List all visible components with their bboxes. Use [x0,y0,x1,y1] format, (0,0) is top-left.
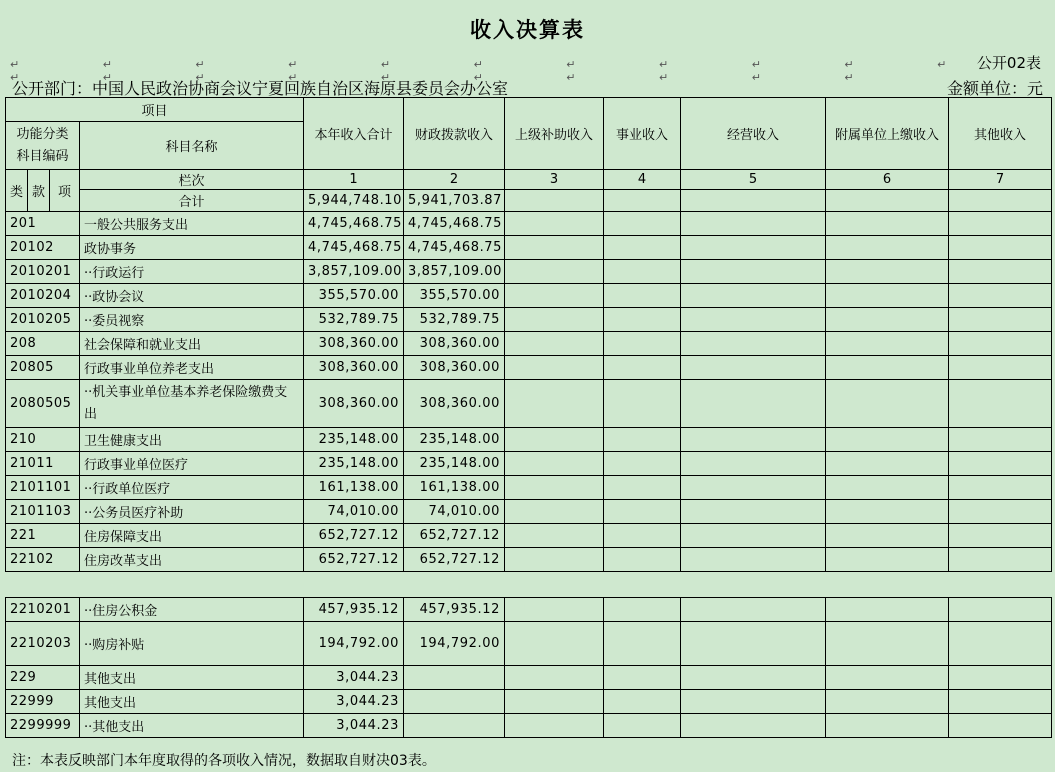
amount-unit-label: 金额单位：元 [946,79,1043,98]
subject-code: 2299999 [6,714,80,738]
amount-total: 4,745,468.75 [304,236,404,260]
header-other: 其他收入 [949,98,1052,170]
table-row [6,236,1052,260]
empty-cell [949,524,1052,548]
amount-total: 355,570.00 [304,284,404,308]
empty-cell [505,476,604,500]
header-lanci: 栏次 [80,170,304,190]
empty-cell [604,622,681,666]
empty-cell [505,524,604,548]
subject-code: 2101103 [6,500,80,524]
empty-cell [826,598,949,622]
empty-cell [604,260,681,284]
amount-total: 3,044.23 [304,690,404,714]
empty-cell [604,212,681,236]
empty-cell [826,380,949,428]
total-fiscal: 5,941,703.87 [404,190,505,212]
amount-total: 308,360.00 [304,332,404,356]
amount-total: 3,044.23 [304,666,404,690]
subject-code: 2010204 [6,284,80,308]
empty-cell [826,260,949,284]
empty-cell [681,476,826,500]
subject-name: 住房改革支出 [80,548,304,572]
empty-cell [681,284,826,308]
subject-name: 其他支出 [80,666,304,690]
empty-cell [681,236,826,260]
table-row [6,452,1052,476]
empty-cell [681,308,826,332]
empty-cell [826,284,949,308]
empty-cell [505,212,604,236]
empty-cell [505,356,604,380]
empty-cell [505,428,604,452]
empty-cell [826,714,949,738]
empty-cell [681,500,826,524]
empty-cell [604,500,681,524]
empty-cell [826,690,949,714]
empty-cell [505,500,604,524]
subject-code: 208 [6,332,80,356]
amount-fiscal: 161,138.00 [404,476,505,500]
empty-cell [604,428,681,452]
empty-cell [604,380,681,428]
empty-cell [949,260,1052,284]
subject-code: 201 [6,212,80,236]
empty-cell [949,500,1052,524]
subject-name: 住房保障支出 [80,524,304,548]
amount-fiscal: 308,360.00 [404,332,505,356]
empty-cell [826,236,949,260]
empty-cell [949,714,1052,738]
table-row [6,428,1052,452]
empty-cell [604,524,681,548]
col-number: 3 [505,170,604,190]
subject-name: 一般公共服务支出 [80,212,304,236]
subject-name: 卫生健康支出 [80,428,304,452]
empty-cell [604,714,681,738]
empty-cell [604,452,681,476]
page-title: 收入决算表 [470,18,585,42]
subject-name: ··公务员医疗补助 [80,500,304,524]
table-row [6,332,1052,356]
empty-cell [681,524,826,548]
empty-cell [604,476,681,500]
subject-code: 2080505 [6,380,80,428]
empty-cell [681,598,826,622]
amount-fiscal [404,690,505,714]
subject-code: 20102 [6,236,80,260]
empty-cell [949,452,1052,476]
subject-name: ··其他支出 [80,714,304,738]
empty-cell [826,332,949,356]
empty-cell [505,598,604,622]
empty-cell [604,598,681,622]
table-row [6,666,1052,690]
empty-cell [949,598,1052,622]
empty-cell [505,666,604,690]
amount-fiscal: 652,727.12 [404,524,505,548]
table-row [6,500,1052,524]
empty-cell [826,500,949,524]
empty-cell [826,190,949,212]
amount-fiscal: 3,857,109.00 [404,260,505,284]
amount-total: 4,745,468.75 [304,212,404,236]
empty-cell [505,236,604,260]
empty-cell [681,548,826,572]
subject-code: 229 [6,666,80,690]
income-table-bottom [5,597,1052,738]
col-number: 6 [826,170,949,190]
amount-fiscal: 308,360.00 [404,356,505,380]
empty-cell [505,260,604,284]
subject-code: 210 [6,428,80,452]
header-kuan: 款 [28,170,50,212]
table-row [6,476,1052,500]
subject-name: ··机关事业单位基本养老保险缴费支出 [80,380,304,428]
amount-total: 194,792.00 [304,622,404,666]
form-number: 公开02表 [976,54,1041,72]
table-row [6,356,1052,380]
header-total: 本年收入合计 [304,98,404,170]
header-func-class: 功能分类 科目编码 [6,122,80,170]
empty-cell [949,666,1052,690]
empty-cell [826,622,949,666]
empty-cell [505,690,604,714]
subject-code: 221 [6,524,80,548]
empty-cell [949,356,1052,380]
amount-fiscal: 652,727.12 [404,548,505,572]
empty-cell [604,666,681,690]
subject-code: 21011 [6,452,80,476]
header-business: 事业收入 [604,98,681,170]
amount-total: 161,138.00 [304,476,404,500]
amount-fiscal [404,666,505,690]
empty-cell [681,332,826,356]
empty-cell [949,428,1052,452]
empty-cell [505,548,604,572]
header-fiscal: 财政拨款收入 [404,98,505,170]
empty-cell [826,308,949,332]
empty-cell [826,524,949,548]
empty-cell [681,452,826,476]
empty-cell [949,284,1052,308]
col-number: 2 [404,170,505,190]
empty-cell [681,714,826,738]
amount-fiscal: 355,570.00 [404,284,505,308]
amount-total: 652,727.12 [304,548,404,572]
amount-total: 308,360.00 [304,380,404,428]
empty-cell [604,356,681,380]
table-row [6,308,1052,332]
amount-fiscal: 194,792.00 [404,622,505,666]
subject-code: 2101101 [6,476,80,500]
empty-cell [505,332,604,356]
empty-cell [604,548,681,572]
subject-name: 行政事业单位医疗 [80,452,304,476]
col-number: 4 [604,170,681,190]
subject-name: ··购房补贴 [80,622,304,666]
empty-cell [949,476,1052,500]
empty-cell [826,212,949,236]
subject-code: 22999 [6,690,80,714]
col-number: 1 [304,170,404,190]
subject-code: 2010205 [6,308,80,332]
department-label: 公开部门：中国人民政治协商会议宁夏回族自治区海原县委员会办公室 [12,79,509,98]
table-row [6,690,1052,714]
empty-cell [505,284,604,308]
footnote: 注：本表反映部门本年度取得的各项收入情况，数据取自财决03表。 [12,753,436,769]
empty-cell [949,690,1052,714]
table-row [6,524,1052,548]
table-row [6,260,1052,284]
amount-total: 3,044.23 [304,714,404,738]
income-table-top [5,97,1052,572]
col-number: 5 [681,170,826,190]
empty-cell [681,666,826,690]
header-lei: 类 [6,170,28,212]
empty-cell [949,308,1052,332]
empty-cell [505,714,604,738]
amount-total: 235,148.00 [304,428,404,452]
empty-cell [604,236,681,260]
header-subject-name: 科目名称 [80,122,304,170]
subject-name: 社会保障和就业支出 [80,332,304,356]
empty-cell [604,190,681,212]
table-row [6,212,1052,236]
subject-name: ··行政运行 [80,260,304,284]
amount-fiscal: 457,935.12 [404,598,505,622]
empty-cell [681,380,826,428]
subject-name: ··行政单位医疗 [80,476,304,500]
subject-code: 2210203 [6,622,80,666]
paragraph-marks: ↵ ↵ ↵ ↵ ↵ ↵ ↵ ↵ ↵ ↵ ↵ ↵ ↵ ↵ ↵ ↵ ↵ ↵ ↵ ↵ ↵ [10,58,987,84]
empty-cell [949,380,1052,428]
table-row [6,622,1052,666]
empty-cell [826,548,949,572]
empty-cell [826,428,949,452]
amount-total: 74,010.00 [304,500,404,524]
empty-cell [949,212,1052,236]
subject-code: 2210201 [6,598,80,622]
table-row [6,598,1052,622]
amount-total: 532,789.75 [304,308,404,332]
empty-cell [826,666,949,690]
header-superior: 上级补助收入 [505,98,604,170]
total-all: 5,944,748.10 [304,190,404,212]
empty-cell [681,428,826,452]
empty-cell [604,308,681,332]
col-number: 7 [949,170,1052,190]
header-xiang: 项 [50,170,80,212]
subject-name: ··委员视察 [80,308,304,332]
empty-cell [826,356,949,380]
amount-fiscal: 235,148.00 [404,428,505,452]
amount-fiscal: 532,789.75 [404,308,505,332]
table-row [6,548,1052,572]
subject-code: 2010201 [6,260,80,284]
empty-cell [949,236,1052,260]
amount-fiscal: 308,360.00 [404,380,505,428]
empty-cell [505,380,604,428]
empty-cell [949,622,1052,666]
amount-total: 3,857,109.00 [304,260,404,284]
amount-total: 235,148.00 [304,452,404,476]
header-operating: 经营收入 [681,98,826,170]
amount-fiscal: 4,745,468.75 [404,236,505,260]
subject-name: 行政事业单位养老支出 [80,356,304,380]
amount-total: 457,935.12 [304,598,404,622]
empty-cell [505,308,604,332]
empty-cell [681,356,826,380]
empty-cell [826,476,949,500]
empty-cell [604,332,681,356]
table-row [6,380,1052,428]
subject-name: ··政协会议 [80,284,304,308]
header-item: 项目 [6,98,304,122]
header-heji: 合计 [80,190,304,212]
empty-cell [949,190,1052,212]
empty-cell [604,690,681,714]
empty-cell [826,452,949,476]
subject-code: 22102 [6,548,80,572]
empty-cell [604,284,681,308]
subject-name: ··住房公积金 [80,598,304,622]
empty-cell [505,622,604,666]
amount-total: 652,727.12 [304,524,404,548]
empty-cell [949,332,1052,356]
amount-fiscal: 4,745,468.75 [404,212,505,236]
amount-fiscal: 74,010.00 [404,500,505,524]
amount-fiscal [404,714,505,738]
amount-total: 308,360.00 [304,356,404,380]
amount-fiscal: 235,148.00 [404,452,505,476]
subject-name: 政协事务 [80,236,304,260]
empty-cell [681,690,826,714]
empty-cell [505,452,604,476]
empty-cell [505,190,604,212]
empty-cell [681,622,826,666]
empty-cell [681,212,826,236]
table-row [6,714,1052,738]
header-affiliated: 附属单位上缴收入 [826,98,949,170]
subject-code: 20805 [6,356,80,380]
empty-cell [681,190,826,212]
empty-cell [949,548,1052,572]
subject-name: 其他支出 [80,690,304,714]
table-row [6,284,1052,308]
empty-cell [681,260,826,284]
